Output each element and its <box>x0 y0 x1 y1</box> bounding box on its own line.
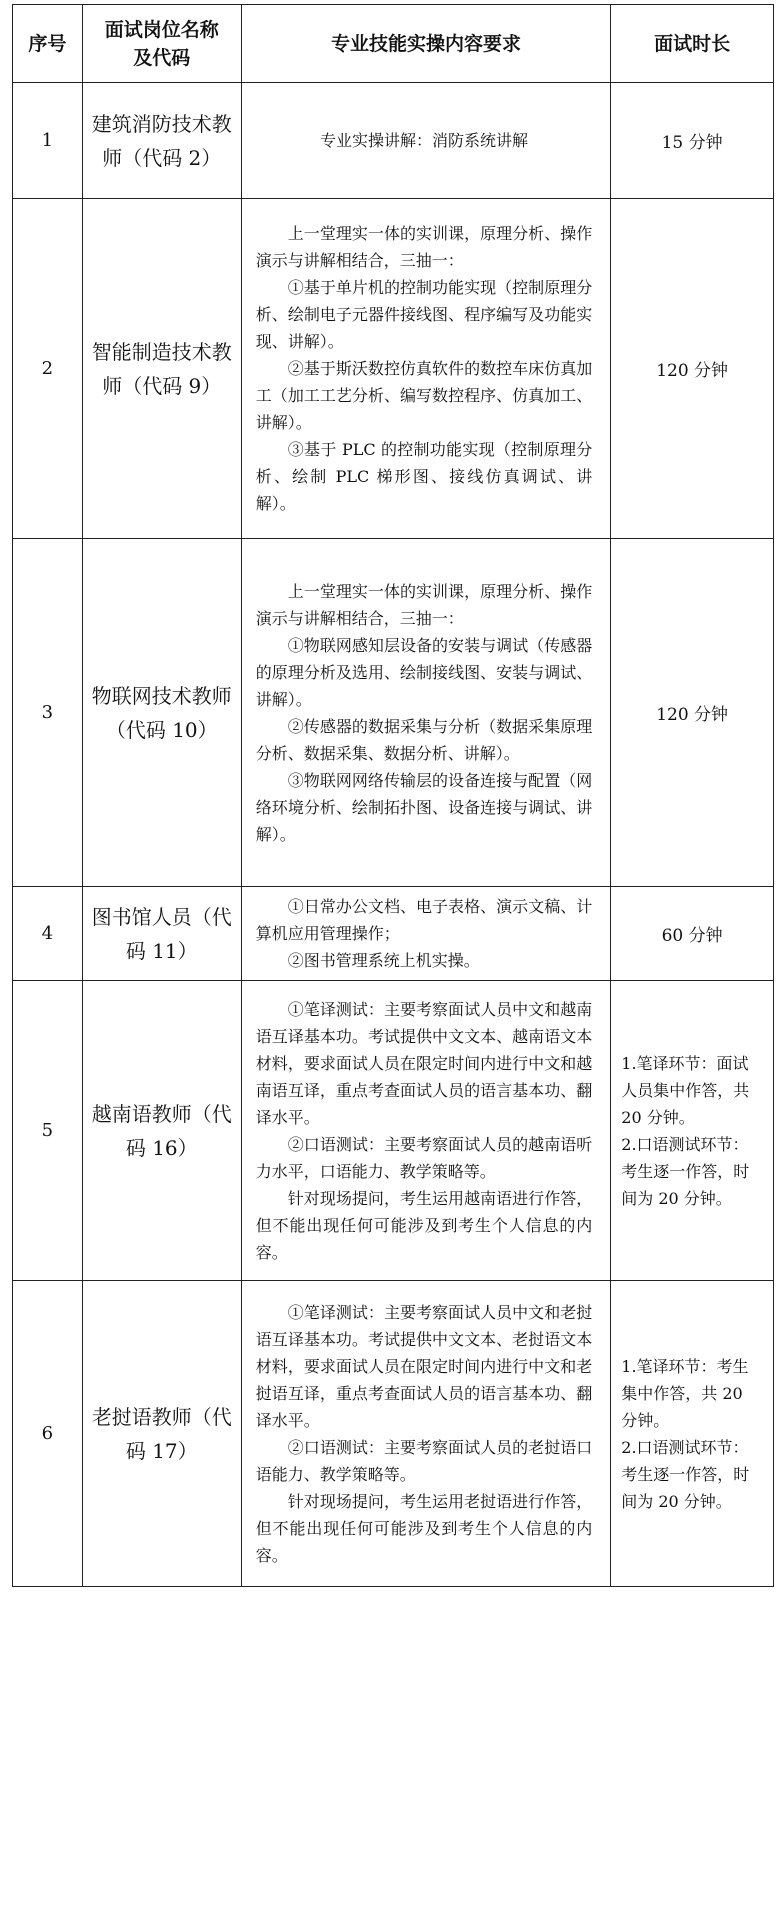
requirement-paragraph: ②基于斯沃数控仿真软件的数控车床仿真加工（加工工艺分析、编写数控程序、仿真加工、讲解）。 <box>255 359 593 432</box>
duration-text: 120 分钟 <box>656 705 729 725</box>
duration-text: 2.口语测试环节：考生逐一作答，时间为 20 分钟。 <box>621 1134 750 1208</box>
row-requirements <box>241 887 610 981</box>
row-position: 建筑消防技术教师（代码 2） <box>82 83 241 199</box>
header-position: 面试岗位名称及代码 <box>82 5 241 83</box>
row-seq: 1 <box>13 83 83 199</box>
duration-text: 2.口语测试环节：考生逐一作答，时间为 20 分钟。 <box>621 1437 750 1511</box>
requirement-paragraph: ①基于单片机的控制功能实现（控制原理分析、绘制电子元器件接线图、程序编写及功能实现、讲解）。 <box>255 278 593 351</box>
duration-text: 1.笔译环节：面试人员集中作答，共 20 分钟。 <box>621 1053 750 1127</box>
requirement-paragraph: ②传感器的数据采集与分析（数据采集原理分析、数据采集、数据分析、讲解）。 <box>255 716 593 763</box>
row-duration <box>611 1281 774 1587</box>
row-position: 物联网技术教师（代码 10） <box>82 539 241 887</box>
row-requirements <box>241 83 610 199</box>
row-seq: 4 <box>13 887 83 981</box>
header-requirements: 专业技能实操内容要求 <box>241 5 610 83</box>
duration-text: 120 分钟 <box>656 361 729 381</box>
row-seq: 3 <box>13 539 83 887</box>
table-row <box>13 83 774 199</box>
row-duration <box>611 199 774 539</box>
requirement-paragraph: 针对现场提问，考生运用越南语进行作答，但不能出现任何可能涉及到考生个人信息的内容。 <box>255 1188 593 1262</box>
row-requirements <box>241 539 610 887</box>
requirement-paragraph: 专业实操讲解：消防系统讲解 <box>320 131 529 150</box>
table-row <box>13 887 774 981</box>
row-position: 老挝语教师（代码 17） <box>82 1281 241 1587</box>
row-requirements <box>241 981 610 1281</box>
requirement-paragraph: ③基于 PLC 的控制功能实现（控制原理分析、绘制 PLC 梯形图、接线仿真调试、讲解）。 <box>255 440 593 513</box>
row-seq: 6 <box>13 1281 83 1587</box>
header-seq: 序号 <box>13 5 83 83</box>
header-row <box>13 5 774 83</box>
requirement-paragraph: ②口语测试：主要考察面试人员的老挝语口语能力、教学策略等。 <box>255 1437 593 1484</box>
row-seq: 5 <box>13 981 83 1281</box>
table-row <box>13 1281 774 1587</box>
row-duration <box>611 539 774 887</box>
row-requirements <box>241 199 610 539</box>
requirement-paragraph: ③物联网网络传输层的设备连接与配置（网络环境分析、绘制拓扑图、设备连接与调试、讲解）。 <box>255 770 593 844</box>
requirement-paragraph: ②口语测试：主要考察面试人员的越南语听力水平，口语能力、教学策略等。 <box>255 1134 593 1181</box>
row-position: 智能制造技术教师（代码 9） <box>82 199 241 539</box>
row-duration <box>611 981 774 1281</box>
row-requirements <box>241 1281 610 1587</box>
duration-text: 15 分钟 <box>661 133 723 153</box>
table-row <box>13 981 774 1281</box>
requirement-paragraph: 上一堂理实一体的实训课，原理分析、操作演示与讲解相结合，三抽一： <box>255 581 593 628</box>
requirement-paragraph: ①日常办公文档、电子表格、演示文稿、计算机应用管理操作； <box>255 897 593 943</box>
requirement-paragraph: ②图书管理系统上机实操。 <box>287 951 480 970</box>
requirement-paragraph: 针对现场提问，考生运用老挝语进行作答，但不能出现任何可能涉及到考生个人信息的内容。 <box>255 1491 593 1565</box>
requirement-paragraph: ①笔译测试：主要考察面试人员中文和越南语互译基本功。考试提供中文文本、越南语文本材料，要求面试人员在限定时间内进行中文和越南语互译，重点考查面试人员的语言基本功、翻译水平。 <box>255 999 593 1127</box>
duration-text: 1.笔译环节：考生集中作答，共 20 分钟。 <box>621 1356 749 1430</box>
row-duration <box>611 887 774 981</box>
requirement-paragraph: ①物联网感知层设备的安装与调试（传感器的原理分析及选用、绘制接线图、安装与调试、讲解）。 <box>255 635 593 709</box>
duration-text: 60 分钟 <box>661 926 723 946</box>
table-row <box>13 199 774 539</box>
requirement-paragraph: 上一堂理实一体的实训课，原理分析、操作演示与讲解相结合，三抽一： <box>255 224 593 270</box>
table-row <box>13 539 774 887</box>
row-duration <box>611 83 774 199</box>
interview-table <box>12 4 774 1587</box>
row-position: 图书馆人员（代码 11） <box>82 887 241 981</box>
row-position: 越南语教师（代码 16） <box>82 981 241 1281</box>
requirement-paragraph: ①笔译测试：主要考察面试人员中文和老挝语互译基本功。考试提供中文文本、老挝语文本材料，要求面试人员在限定时间内进行中文和老挝语互译，重点考查面试人员的语言基本功、翻译水平。 <box>255 1302 593 1430</box>
header-duration: 面试时长 <box>611 5 774 83</box>
row-seq: 2 <box>13 199 83 539</box>
